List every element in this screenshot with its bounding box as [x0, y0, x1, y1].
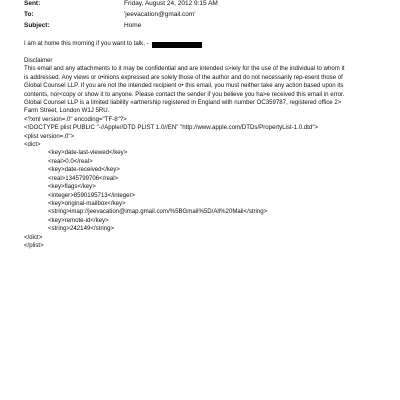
plist-line: <key>flags</key> — [48, 183, 96, 191]
subject-row — [24, 20, 384, 31]
disclaimer-line: Farm Street, London W1J 5RU. — [24, 107, 110, 115]
plist-line: </dict> — [24, 233, 43, 241]
subject-value: Home — [124, 22, 142, 29]
plist-line: <key>date-last-viewed</key> — [48, 149, 128, 157]
plist-line: <string>imap://jeevacation@imap.gmail.com/%5BGmail%5D/All%20Mail</string> — [48, 208, 268, 216]
disclaimer-line: This email and any attachments to it may be confidential and are intended s>lely for the use of the individual to whom it — [24, 65, 345, 73]
plist-line: <real>0.0</real> — [48, 157, 93, 165]
disclaimer-line: is addressed. Any views or o•inions expressed are solely those of the author and do not necessarily rep-esent those of — [24, 73, 343, 81]
plist-line: <plist version=.0"> — [24, 132, 75, 140]
disclaimer-line: contents, nor<copy or show it to anyone. Please contact the sender if you believe you ha>e received this email in error. — [24, 90, 345, 98]
disclaimer-line: Global Counsel LLP. If you are not the intended recipient o• this email, you must neither take any action based upon its — [24, 82, 344, 90]
plist-line: <real>1345799706</real> — [48, 174, 119, 182]
to-value: 'jeevacation@gmail.com' — [124, 11, 196, 18]
plist-text — [24, 116, 376, 251]
plist-line: </plist> — [24, 241, 44, 249]
plist-line: <key>original-mailbox</key> — [48, 199, 126, 207]
email-body — [24, 40, 376, 250]
to-row — [24, 9, 384, 20]
greeting-text: I am at home this morning if you want to talk, - — [24, 40, 149, 48]
sent-label: Sent: — [24, 0, 41, 7]
plist-line: <!DOCTYPE plist PUBLIC "-//Apple//DTD PLIST 1.0//EN" "http://www.apple.com/DTDs/PropertyList-1.0.dtd"> — [24, 124, 319, 132]
plist-line: <key>date-received</key> — [48, 166, 120, 174]
greeting-line — [24, 40, 376, 49]
plist-line: <key>remote-id</key> — [48, 216, 109, 224]
plist-line: <string>242149</string> — [48, 225, 115, 233]
to-label: To: — [24, 11, 34, 18]
disclaimer-text — [24, 65, 376, 115]
plist-line: <?xml version=.0" encoding="TF-8"?> — [24, 115, 127, 123]
sent-row — [24, 0, 384, 9]
plist-line: <dict> — [24, 141, 41, 149]
disclaimer-title: Disclaimer — [24, 57, 53, 64]
subject-label: Subject: — [24, 22, 50, 29]
disclaimer-line: Global Counsel LLP is a limited liability «artnership registered in England with number OC359787, registered office 2> — [24, 99, 342, 107]
email-header — [24, 0, 384, 31]
plist-line: <integer>8590195713</integer> — [48, 191, 136, 199]
sent-value: Friday, August 24, 2012 9:15 AM — [124, 0, 218, 7]
redaction-bar — [152, 42, 202, 48]
